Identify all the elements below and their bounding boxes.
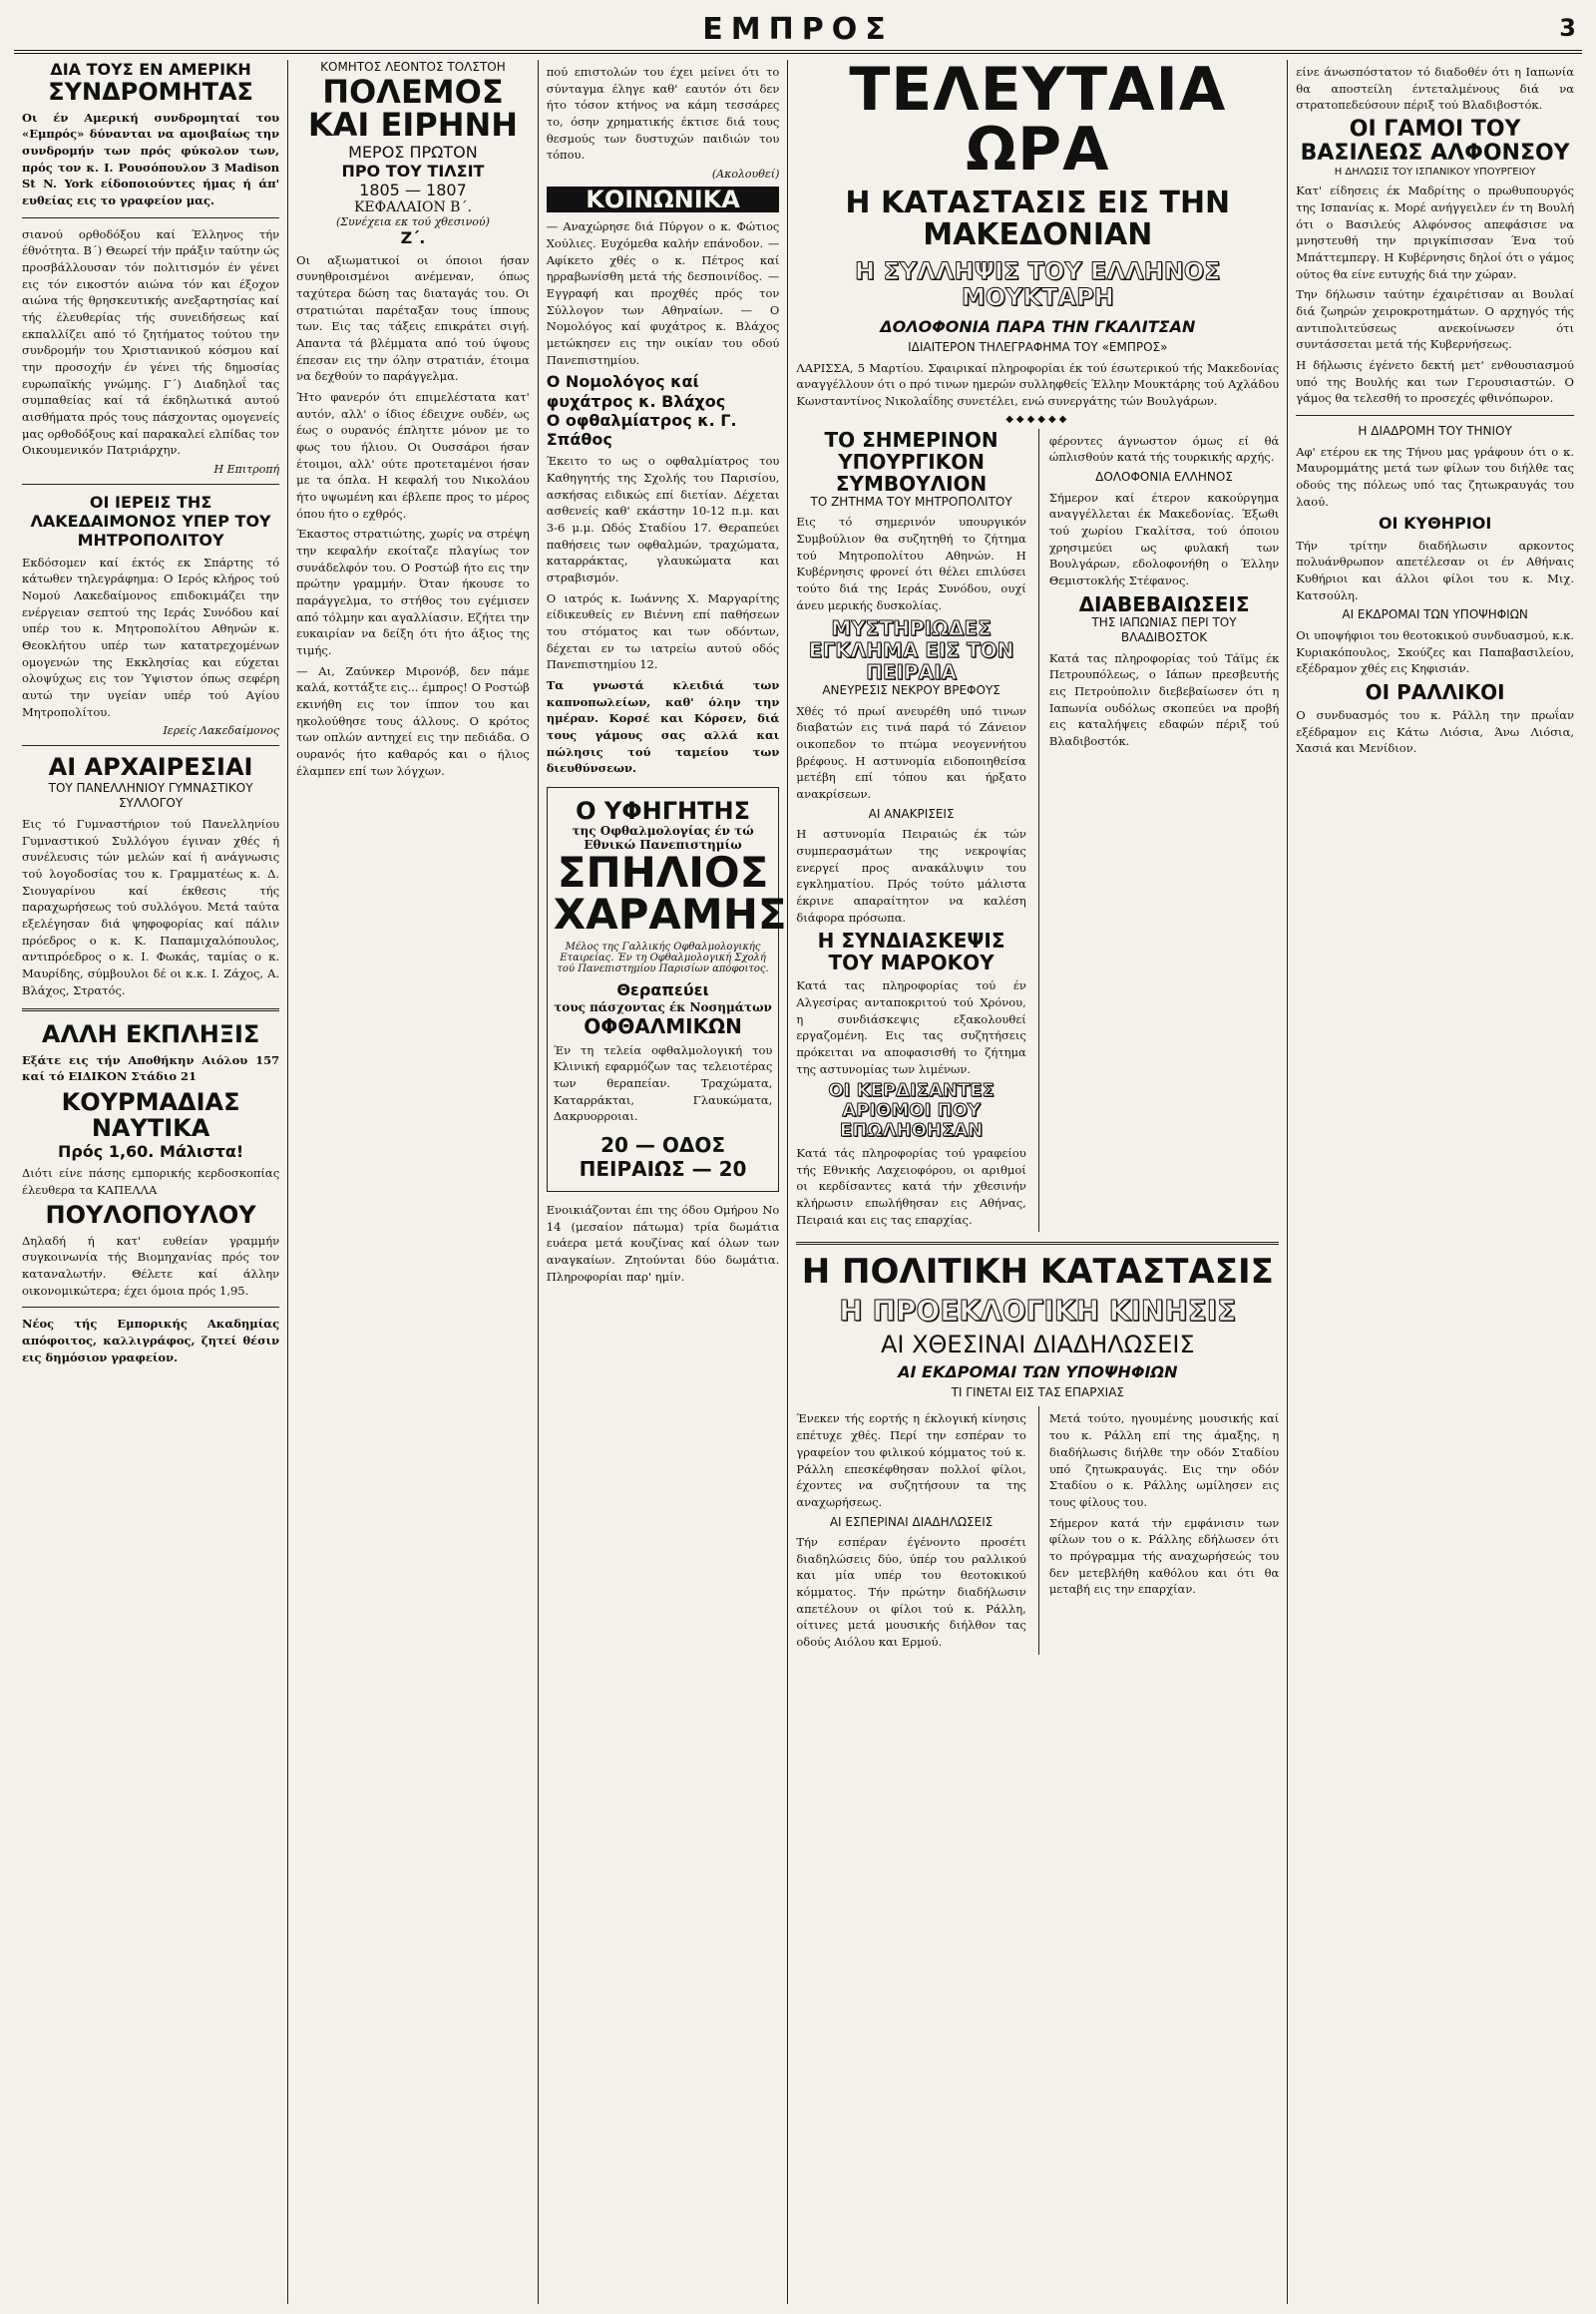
subscribers-kicker: ΔΙΑ ΤΟΥΣ ΕΝ ΑΜΕΡΙΚΗ	[50, 60, 251, 79]
inquiry-headline: ΑΙ ΑΝΑΚΡΙΣΕΙΣ	[868, 806, 955, 821]
subcolumn-right	[1038, 1406, 1279, 1654]
continued-note: (Ακολουθεί)	[711, 168, 780, 182]
ralli-text: Σήμερον κατά τήν εμφάνισιν των φίλων του ο κ. Ράλλης εδήλωσεν ότι το πρόγραμμα τής αναχωρήσεώς του δεν μετεβλήθη καθόλου και ότι θα μεταβή εις την επαρχίαν.	[1048, 1515, 1280, 1597]
serial-section: Ζ΄.	[400, 228, 426, 248]
doctor-ad	[547, 787, 787, 1192]
elections-subheadline: ΤΟΥ ΠΑΝΕΛΛΗΝΙΟΥ ΓΥΜΝΑΣΤΙΚΟΥ ΣΥΛΛΟΓΟΥ	[48, 780, 253, 811]
murder-text: Σήμερον καί έτερον κακούργημα αναγγέλλεται έκ Μακεδονίας. Έξωθι τού χωρίου Γκαλίτσα, τού όποιου χρησιμεύει ως φυλακή των Βουλγάρων, εδολοφονήθη ο Έλλην Θεμιστοκλής Στέφανος.	[1048, 490, 1280, 587]
subcolumn-right	[1038, 429, 1279, 1233]
column-2	[288, 60, 539, 2304]
tinos-text: Αφ' ετέρου εκ της Τήνου μας γράφουν ότι ο κ. Μαυρομμάτης μετά των φίλων του διήλθε τας οδούς της πόλεως υπό τας ζητωκραυγάς του λαού.	[1296, 444, 1574, 509]
main-headline: ΤΕΛΕΥΤΑΙΑ ΩΡΑ	[849, 60, 1227, 185]
divider	[22, 745, 279, 746]
resolution-text: σιανού ορθοδόξου καί Έλληνος τήν έθνότητα. Β΄) Θεωρεί τήν πράξιν ταύτην ώς προσβάλλουσαν τόν πολιτισμόν έν γένει εις τόν εικοστόν αιώνα τόν και έξοχον αιώνα τής θρησκευτικής ανεξαρτησίας καί τής έλευθερίας τής συνειδήσεως καί εκπαλλίζει από τό ζητήματος τούτου την συνδρομήν του Χριστιανικού κόσμου καί την προσοχήν έν γένει τής δημοσίας ευρωπαϊκής γνώμης. Γ΄) Διαδηλοΐ τας συμπαθείας καί τά έκδηλωτικά αυτού αισθήματα πρός τους πάσχοντας ομογενείς μας ορθοδόξους καί παρακαλεί ελπίδας τον Οικουμενικόν Πατριάρχην.	[22, 226, 280, 458]
ad-line: Δηλαδή ή κατ' ευθείαν γραμμήν συγκοινωνία τής Βιομηχανίας πρός τον καταναλωτήν. Θέλετε καί άλλην οικονομικώτερα; έχει όμοια πρός 1,95.	[22, 1233, 280, 1298]
serial-ending: πού επιστολών του έχει μείνει ότι το σύνταγμα έληγε καθ' εαυτόν ότι δεν ήτο τόσον κτήνος να κάμη τεσσάρες το, όσην χρηματικής έκτισε διά τους θεσμούς των δυστυχών παιδιών του τόπου.	[546, 65, 780, 163]
crime-headline: ΜΥΣΤΗΡΙΩΔΕΣ ΕΓΚΛΗΜΑ ΕΙΣ ΤΟΝ ΠΕΙΡΑΙΑ	[808, 616, 1014, 685]
campaign-text: Μετά τούτο, ηγουμένης μουσικής καί του κ. Ράλλη επί της άμαξης, η διαδήλωσις διήλθε την οδόν Σταδίου υπό ζητωκραυγάς. Εις την οδόν Σταδίου ο κ. Ράλλης ωμίλησεν εις τους φίλους του.	[1048, 1411, 1280, 1509]
byline: ΙΔΙΑΙΤΕΡΟΝ ΤΗΛΕΓΡΑΦΗΜΑ ΤΟΥ «ΕΜΠΡΟΣ»	[908, 339, 1168, 354]
divider	[22, 1008, 279, 1011]
lottery-headline: ΟΙ ΚΕΡΔΙΣΑΝΤΕΣ ΑΡΙΘΜΟΙ ΠΟΥ ΕΠΩΛΗΘΗΣΑΝ	[828, 1080, 995, 1142]
social-text: — Αναχώρησε διά Πύργον ο κ. Φώτιος Χούλιες. Ευχόμεθα καλήν επάνοδον. — Αφίκετο χθές ο κ. Πέτρος καί ηρραβωνίσθη μετά τής δεσποινίδος. — Εγγραφή και προχθές πρός τον Σύλλογον των Αθηναίων. — Ο Νομολόγος καί φυχάτρος κ. Βλάχος μετώκησεν εις την οικίαν του οδού Πανεπιστημίου.	[546, 219, 780, 367]
social-headline: ΚΟΙΝΩΝΙΚΑ	[547, 187, 780, 212]
classified-ad: Νέος τής Εμπορικής Ακαδημίας απόφοιτος, καλλιγράφος, ζητεί θέσιν εις δημόσιον γραφείον.	[22, 1317, 280, 1364]
masthead	[14, 10, 1582, 54]
ornament: ◆◆◆◆◆◆	[1005, 413, 1070, 425]
subcolumn-left	[796, 1406, 1025, 1654]
column-6	[1288, 60, 1582, 2304]
campaign-text: Ένεκεν τής εορτής η έκλογική κίνησις επέτυχε χθές. Περί την εσπέραν το γραφείον του φιλικού κόμματος τού κ. Ράλλη επεσκέφθησαν πολλοί φίλοι, έχοντες να συζητήσουν τα της αναχωρήσεως.	[796, 1411, 1026, 1509]
vladivostok-text-cont: είνε άνωσπόστατον τό διαδοθέν ότι η Ιαπωνία θα αποστείλη έντεταλμένους διά να στρατοπεδεύσουν πέριξ τού Βλαδιβοστόκ.	[1296, 65, 1574, 113]
doctor-specialty: ΟΦΘΑΛΜΙΚΩΝ	[584, 1013, 742, 1038]
doctor-chair: της Οφθαλμολογίας έν τώ Εθνικώ Πανεπιστημίω	[572, 824, 754, 853]
wedding-text: Κατ' είδησεις έκ Μαδρίτης ο πρωθυπουργός της Ισπανίας κ. Μορέ ανήγγειλεν έν τη Βουλή ότι ο Βασιλεύς Αλφόνσος απεφάσισε να μνηστευθή την πριγκίπισσαν Ένα τού Μπάττεμπεργ. Η Κυβέρνησις δηλοί ότι ο γάμος ούτος θα είνε ευτυχής διά την χώραν.	[1296, 184, 1574, 281]
lottery-text: Κατά τάς πληροφορίας τού γραφείου τής Εθνικής Λαχειοφόρου, οι αριθμοί οι κερδίσαντες κατά τήν χθεσινήν κλήρωσιν επωλήθησαν εις Αθήνας, Πειραιά και εις τας επαρχίας.	[796, 1145, 1026, 1227]
doctor-address: 20 — ΟΔΟΣ ΠΕΙΡΑΙΩΣ — 20	[579, 1132, 747, 1181]
subcolumn-left	[796, 429, 1025, 1233]
column-3	[539, 60, 789, 2304]
serial-years: 1805 — 1807	[359, 181, 467, 200]
doctor-name: ΣΠΗΛΙΟΣ	[557, 848, 769, 898]
council-text: Εις τό σημερινόν υπουργικόν Συμβούλιον θα συζητηθή το ζήτημα τού Μητροπολίτου Αθηνών. Η Κυβέρνησις φρονεί ότι θέλει επιλύσει τούτο διά της Ιεράς Συνόδου, ουχί άνευ μερικής δυσκολίας.	[796, 515, 1026, 612]
serial-chapter: ΚΕΦΑΛΑΙΟΝ Β΄.	[353, 199, 472, 216]
doctor-name: ΧΑΡΑΜΗΣ	[553, 890, 787, 940]
divider	[1296, 415, 1574, 416]
excursions-headline: ΑΙ ΕΚΔΡΟΜΑΙ ΤΩΝ ΥΠΟΨΗΦΙΩΝ	[898, 1361, 1178, 1381]
wedding-text: Η δήλωσις έγένετο δεκτή μετ' ενθουσιασμού υπό της Βουλής και των Γερουσιαστών. Ο γάμος θα τελεσθή το προσεχές φθινόπωρον.	[1296, 358, 1574, 406]
rallikoi-headline: ΟΙ ΡΑΛΛΙΚΟΙ	[1365, 679, 1505, 704]
ad-price: Πρός 1,60. Μάλιστα!	[57, 1141, 244, 1161]
serial-part: ΜΕΡΟΣ ΠΡΩΤΟΝ	[348, 142, 478, 162]
newspaper-title: ΕΜΠΡΟΣ	[702, 12, 894, 47]
ad-product: ΚΟΥΡΜΑΔΙΑΣ ΝΑΥΤΙΚΑ	[61, 1088, 240, 1143]
wedding-headline: ΟΙ ΓΑΜΟΙ ΤΟΥ ΒΑΣΙΛΕΩΣ ΑΛΦΟΝΣΟΥ	[1300, 117, 1570, 167]
ad-title: ΑΛΛΗ ΕΚΠΛΗΞΙΣ	[41, 1020, 260, 1049]
wedding-text: Την δήλωσιν ταύτην έχαιρέτισαν αι Βουλαί διά ζωηρών χειροκροτημάτων. Ο αρχηγός τής αντιπολιτεύσεως ανεκοίνωσεν ότι συντάσσεται μετά τής Κυβερνήσεως.	[1296, 287, 1574, 352]
serial-text: Ήτο φανερόν ότι επιμελέστατα κατ' αυτόν, αλλ' ο ίδιος έδειχνε ουδέν, ως έως ο ουρανός έπληττε μόνον με το φως του ήλιου. Οι Ουσσάροι ήσαν έτοιμοι, αλλ' ούτε προτεταμένοι ήσαν με τα όπλα. Η κεφαλή του Νικολάου ήτο υψωμένη και έβλεπε προς το μέρος όπου ήτο ο εχθρός.	[296, 389, 530, 521]
kythera-text: Τήν τρίτην διαδήλωσιν αρκοντος πολυάνθρωπον απετέλεσαν οι έν Αθήναις Κυθήριοι και άλλοι φίλοι του κ. Μιχ. Κατσούλη.	[1296, 538, 1574, 602]
evening-headline: ΑΙ ΕΣΠΕΡΙΝΑΙ ΔΙΑΔΗΛΩΣΕΙΣ	[829, 1514, 994, 1529]
morocco-text: Κατά τας πληροφορίας τού έν Αλγεσίρας ανταποκριτού τού Χρόνου, η συνδιάσκεψις εξακολουθεί εργαζομένη. Εις τας συζητήσεις πρόκειται να αποφασισθή το ζήτημα της αστυνομίας των λιμένων.	[796, 978, 1026, 1076]
columns	[14, 60, 1582, 2304]
candidates-text: Οι υποψήφιοι του θεοτοκικού συνδυασμού, κ.κ. Κυριακόπουλος, Σκούζες και Παπαβασιλείου, εξέδραμον χθές εις Κηφισιάν.	[1296, 627, 1574, 676]
divider	[22, 484, 279, 485]
assurances-subheadline: ΤΗΣ ΙΑΠΩΝΙΑΣ ΠΕΡΙ ΤΟΥ ΒΛΑΔΙΒΟΣΤΟΚ	[1091, 614, 1237, 645]
subscribers-title: ΣΥΝΔΡΟΜΗΤΑΣ	[48, 78, 253, 107]
politics-headline: Η ΠΟΛΙΤΙΚΗ ΚΑΤΑΣΤΑΣΙΣ	[801, 1252, 1274, 1293]
crime-text: Χθές τό πρωί ανευρέθη υπό τινων διαβατών εις τινά παρά τό Ζάνειον οικοπεδον το πτώμα νεογεννήτου βρέφους. Η αστυνομία ειδοποιηθείσα μετέβη επί τόπου και ήρξατο ανακρίσεων.	[796, 703, 1026, 802]
page-number: 3	[1559, 14, 1576, 42]
serial-title: ΠΟΛΕΜΟΣ ΚΑΙ ΕΙΡΗΝΗ	[307, 72, 519, 145]
assurances-text: Κατά τας πληροφορίας τού Τάϊμς έκ Πετρουπόλεως, ο Ιάπων πρεσβευτής εις Πετρούπολιν διεβεβαίωσεν ότι η Ιαπωνία ουδόλως σκοπεύει να προβή εις καταλήψεις εδαφών πέριξ τού Βλαδιβοστόκ.	[1048, 650, 1280, 749]
campaign-headline: Η ΠΡΟΕΚΛΟΓΙΚΗ ΚΙΝΗΣΙΣ	[839, 1294, 1237, 1328]
doctor-text: Έν τη τελεία οφθαλμολογική του Κλινική εφαρμόζων τας τελειοτέρας των θεραπείαν. Τραχώματα, Καταρράκται, Γλαυκώματα, Δακρυορροιαι.	[553, 1042, 773, 1124]
ad-line: Εξάτε εις τήν Αποθήκην Αιόλου 157 καί τό ΕΙΔΙΚΟΝ Στάδιο 21	[22, 1052, 280, 1084]
candidates-headline: ΑΙ ΕΚΔΡΟΜΑΙ ΤΩΝ ΥΠΟΨΗΦΙΩΝ	[1342, 607, 1528, 622]
divider	[22, 217, 279, 218]
macedonia-text: ΛΑΡΙΣΣΑ, 5 Μαρτίου. Σφαιρικαί πληροφορίαι έκ τού έσωτερικού τής Μακεδονίας αναγγέλλουν ότι ο πρό τινων ημερών συλληφθείς Έλλην Μουκτάρης τού Αχλάδου Κωνσταντίνος Νικολαΐδης συνετέλει, ενώ συνεργάτης τών Βουλγάρων.	[796, 360, 1280, 408]
morocco-headline: Η ΣΥΝΔΙΑΣΚΕΨΙΣ ΤΟΥ ΜΑΡΟΚΟΥ	[817, 929, 1005, 975]
notice-heading: Ο Νομολόγος καί φυχάτρος κ. Βλάχος	[546, 372, 726, 411]
signature: Ιερείς Λακεδαίμονος	[163, 724, 280, 738]
signature: Η Επιτροπή	[213, 463, 280, 477]
murder-subheadline: ΔΟΛΟΦΟΝΙΑ ΕΛΛΗΝΟΣ	[1095, 469, 1233, 484]
macedonia-headline: Η ΚΑΤΑΣΤΑΣΙΣ ΕΙΣ ΤΗΝ ΜΑΚΕΔΟΝΙΑΝ	[845, 186, 1231, 252]
doctor-for: τους πάσχοντας έκ Νοσημάτων	[554, 999, 772, 1014]
politics-band	[796, 1252, 1279, 1400]
doctor-treats: Θεραπεύει	[616, 980, 709, 1000]
arrest-headline: Η ΣΥΛΛΗΨΙΣ ΤΟΥ ΕΛΛΗΝΟΣ ΜΟΥΚΤΑΡΗ	[855, 257, 1221, 312]
classified-ad: Ενοικιάζονται έπι της όδου Ομήρου Νο 14 (μεσαίον πάτωμα) τρία δωμάτια ευάερα μετά κουζίνας καί όλων των αναγκαίων. Ζητούνται δύο δωμάτια. Πληροφορίαι παρ' ημίν.	[546, 1202, 780, 1284]
notice-heading: Ο οφθαλμίατρος κ. Γ. Σπάθος	[546, 410, 737, 450]
provinces-headline: ΤΙ ΓΙΝΕΤΑΙ ΕΙΣ ΤΑΣ ΕΠΑΡΧΙΑΣ	[951, 1384, 1125, 1399]
ad-line: Διότι είνε πάσης εμπορικής κερδοσκοπίας έλευθερα τα ΚΑΠΕΛΛΑ	[22, 1165, 280, 1197]
social-text: Έκειτο το ως ο οφθαλμίατρος του Καθηγητής της Σχολής του Παρισίου, ασκήσας ειδικώς επί διετίαν. Δέχεται ασθενείς καθ' εκάστην 10-12 π.μ. και 3-6 μ.μ. Ωδός Σταδίου 17. Θεραπεύει παθήσεις των οφθαλμών, τραχώματα, καταρράκτας, γλαυκώματα και στραβισμόν.	[546, 454, 780, 584]
inquiry-text: Η αστυνομία Πειραιώς έκ τών συμπερασμάτων της νεκροψίας ενεργεί προς ανακάλυψιν του εγκληματίου. Πρός τούτο μάλιστα έκρινε απαραίτητον να καλέση διάφορα πρόσωπα.	[796, 827, 1026, 925]
murder-headline: ΔΟΛΟΦΟΝΙΑ ΠΑΡΑ ΤΗΝ ΓΚΑΛΙΤΣΑΝ	[880, 316, 1196, 336]
divider	[22, 1307, 279, 1308]
serial-subtitle: ΠΡΟ ΤΟΥ ΤΙΛΣΙΤ	[341, 161, 485, 181]
doctor-kicker: Ο ΥΦΗΓΗΤΗΣ	[576, 796, 750, 825]
column-1	[14, 60, 288, 2304]
notice-ad: Τα γνωστά κλειδιά των καπνοπωλείων, καθ' όλην την ημέραν. Κορσέ και Κόρσεν, διά τους γάμους σας αλλά και πώλησις τού ταμείου των διευθύνσεων.	[546, 677, 780, 776]
serial-author: ΚΟΜΗΤΟΣ ΛΕΟΝΤΟΣ ΤΟΛΣΤΟΗ	[320, 60, 506, 74]
priests-text: Εκδόσομεν καί έκτός εκ Σπάρτης τό κάτωθεν τηλεγράφημα: Ο Ιερός κλήρος τού Νομού Λακεδαίμονος επιδοκιμάζει την ενέργειαν σεπτού της Ιεράς Συνόδου καί υπέρ του κ. Μητροπολίτου Αθηνών κ. Θεοκλήτου υπέρ των κατατρεχομένων ομογενών της Εκκλησίας και εύχεται ολοψύχως εις τον Ύψιστον όπως σεφέρη αυτώ την υγείαν υπέρ τού Αγίου Μητροπολίτου.	[22, 555, 280, 719]
evening-text: Τήν εσπέραν έγένοντο προσέτι διαδηλώσεις δύο, ύπέρ του ραλλικού και μία υπέρ του θεοτοκικού κόμματος. Τήν πρώτην διαδήλωσιν απετέλουν οι φίλοι τού κ. Ράλλη, οίτινες μετά μουσικής διήλθον τας οδούς Αιόλου και Ερμού.	[796, 1535, 1026, 1650]
elections-headline: ΑΙ ΑΡΧΑΙΡΕΣΙΑΙ	[48, 753, 253, 782]
subscribers-notice: Οι έν Αμερική συνδρομηταί του «Εμπρός» δύνανται να αμοιβαίως την συνδρομήν των πρός φύκολον των, πρός τον κ. Ι. Ρουσόπουλον 3 Madison St N. York είδοποιούντες ήμας ή άπ' ευθείας εις το γραφείον μας.	[22, 110, 280, 207]
crime-subheadline: ΑΝΕΥΡΕΣΙΣ ΝΕΚΡΟΥ ΒΡΕΦΟΥΣ	[822, 683, 1000, 698]
demonstrations-headline: ΑΙ ΧΘΕΣΙΝΑΙ ΔΙΑΔΗΛΩΣΕΙΣ	[880, 1331, 1195, 1359]
wedding-subheadline: Η ΔΗΛΩΣΙΣ ΤΟΥ ΙΣΠΑΝΙΚΟΥ ΥΠΟΥΡΓΕΙΟΥ	[1334, 167, 1536, 179]
tinos-headline: Η ΔΙΑΔΡΟΜΗ ΤΟΥ ΤΗΝΙΟΥ	[1358, 424, 1512, 439]
column-4	[788, 60, 1288, 2304]
macedonia-text-cont: φέροντες άγνωστον όμως εί θά ώπλισθούν κατά τής τουρκικής αρχής.	[1048, 433, 1280, 465]
kythera-headline: ΟΙ ΚΥΘΗΡΙΟΙ	[1378, 514, 1492, 534]
serial-text: Οι αξιωματικοί οι όποιοι ήσαν συνηθροισμένοι ανέμεναν, όπως ταχύτερα δώση τας διαταγάς του. Οι στρατιώται παρέταξαν τους ίππους των. Εις τας τάξεις επικράτει σιγή. Απαντα τά βλέμματα από τού ύψους έπεσαν εις την όλην στρατιάν, έτοιμα να δεχθούν το παράγγελμα.	[296, 252, 530, 384]
serial-text: — Αι, Ζαύνκερ Μιρονόβ, δεν πάμε καλά, κοττάξτε εις... έμπρος! Ο Ροστώβ εκινήθη εις τον ίππον του και ηκολούθησε τους άλλους. Ο κρότος των οπλών αντηχεί εις την πεδιάδα. Ο ουρανός ήτο καθαρός και ο ήλιος έλαμπεν επί των λόγχων.	[296, 663, 530, 778]
social-text: Ο ιατρός κ. Ιωάννης Χ. Μαργαρίτης είδικευθείς εν Βιέννη επί παθήσεων του στόματος και των οδόντων, δέχεται εν τω ιατρείω αυτού οδός Πανεπιστημίου 12.	[546, 590, 780, 672]
ad-shop: ΠΟΥΛΟΠΟΥΛΟΥ	[45, 1201, 256, 1230]
assurances-headline: ΔΙΑΒΕΒΑΙΩΣΕΙΣ	[1078, 591, 1250, 616]
divider	[796, 1242, 1279, 1245]
serial-text: Έκαστος στρατιώτης, χωρίς να στρέψη την κεφαλήν εκοίταζε πλαγίως τον συνάδελφόν του. Ο Ροστώβ ήτο εις την πρώτην γραμμήν. Όταν ήκουσε το παράγγελμα, το στήθος του εγέμισεν από τόλμην και αγαλλίασιν. Εζήτει την ευκαιρίαν να δείξη ότι ήτο άξιος της τιμής.	[296, 527, 530, 657]
council-headline: ΤΟ ΣΗΜΕΡΙΝΟΝ ΥΠΟΥΡΓΙΚΟΝ ΣΥΜΒΟΥΛΙΟΝ	[824, 427, 998, 496]
doctor-member: Μέλος της Γαλλικής Οφθαλμολογικής Εταιρείας. Έν τη Οφθαλμολογική Σχολή τού Πανεπιστημίου Παρισίων απόφοιτος.	[557, 942, 769, 975]
council-subheadline: ΤΟ ΖΗΤΗΜΑ ΤΟΥ ΜΗΤΡΟΠΟΛΙΤΟΥ	[810, 494, 1012, 509]
serial-continued: (Συνέχεια εκ τού χθεσινού)	[335, 215, 490, 229]
rallikoi-text: Ο συνδυασμός του κ. Ράλλη την πρωΐαν εξέδραμον εις Κάτω Λιόσια, Άνω Λιόσια, Χασιά και Μενίδιον.	[1296, 707, 1574, 756]
priests-headline: ΟΙ ΙΕΡΕΙΣ ΤΗΣ ΛΑΚΕΔΑΙΜΟΝΟΣ ΥΠΕΡ ΤΟΥ ΜΗΤΡΟΠΟΛΙΤΟΥ	[30, 493, 271, 551]
elections-text: Εις τό Γυμναστήριον τού Πανελληνίου Γυμναστικού Συλλόγου έγιναν χθές ή συνέλευσις τών μελών καί ή ανάγνωσις τού λογοδοσίας του κ. Γραμματέως κ. Δ. Σιουγαρίνου καί έκθεσις τής παραχωρήσεως τού συλλόγου. Μετά ταύτα εξελέγησαν διά ψηφοφορίας καί πάλιν πρόεδρος ο κ. Κ. Παπαμιχαλόπουλος, αντιπρόεδρος ο κ. Ι. Φωκάς, ταμίας ο κ. Μαυρίδης, σύμβουλοι δέ οι κ.κ. Ι. Ζάχος, Α. Βλάχος, Στρατός.	[22, 816, 280, 997]
